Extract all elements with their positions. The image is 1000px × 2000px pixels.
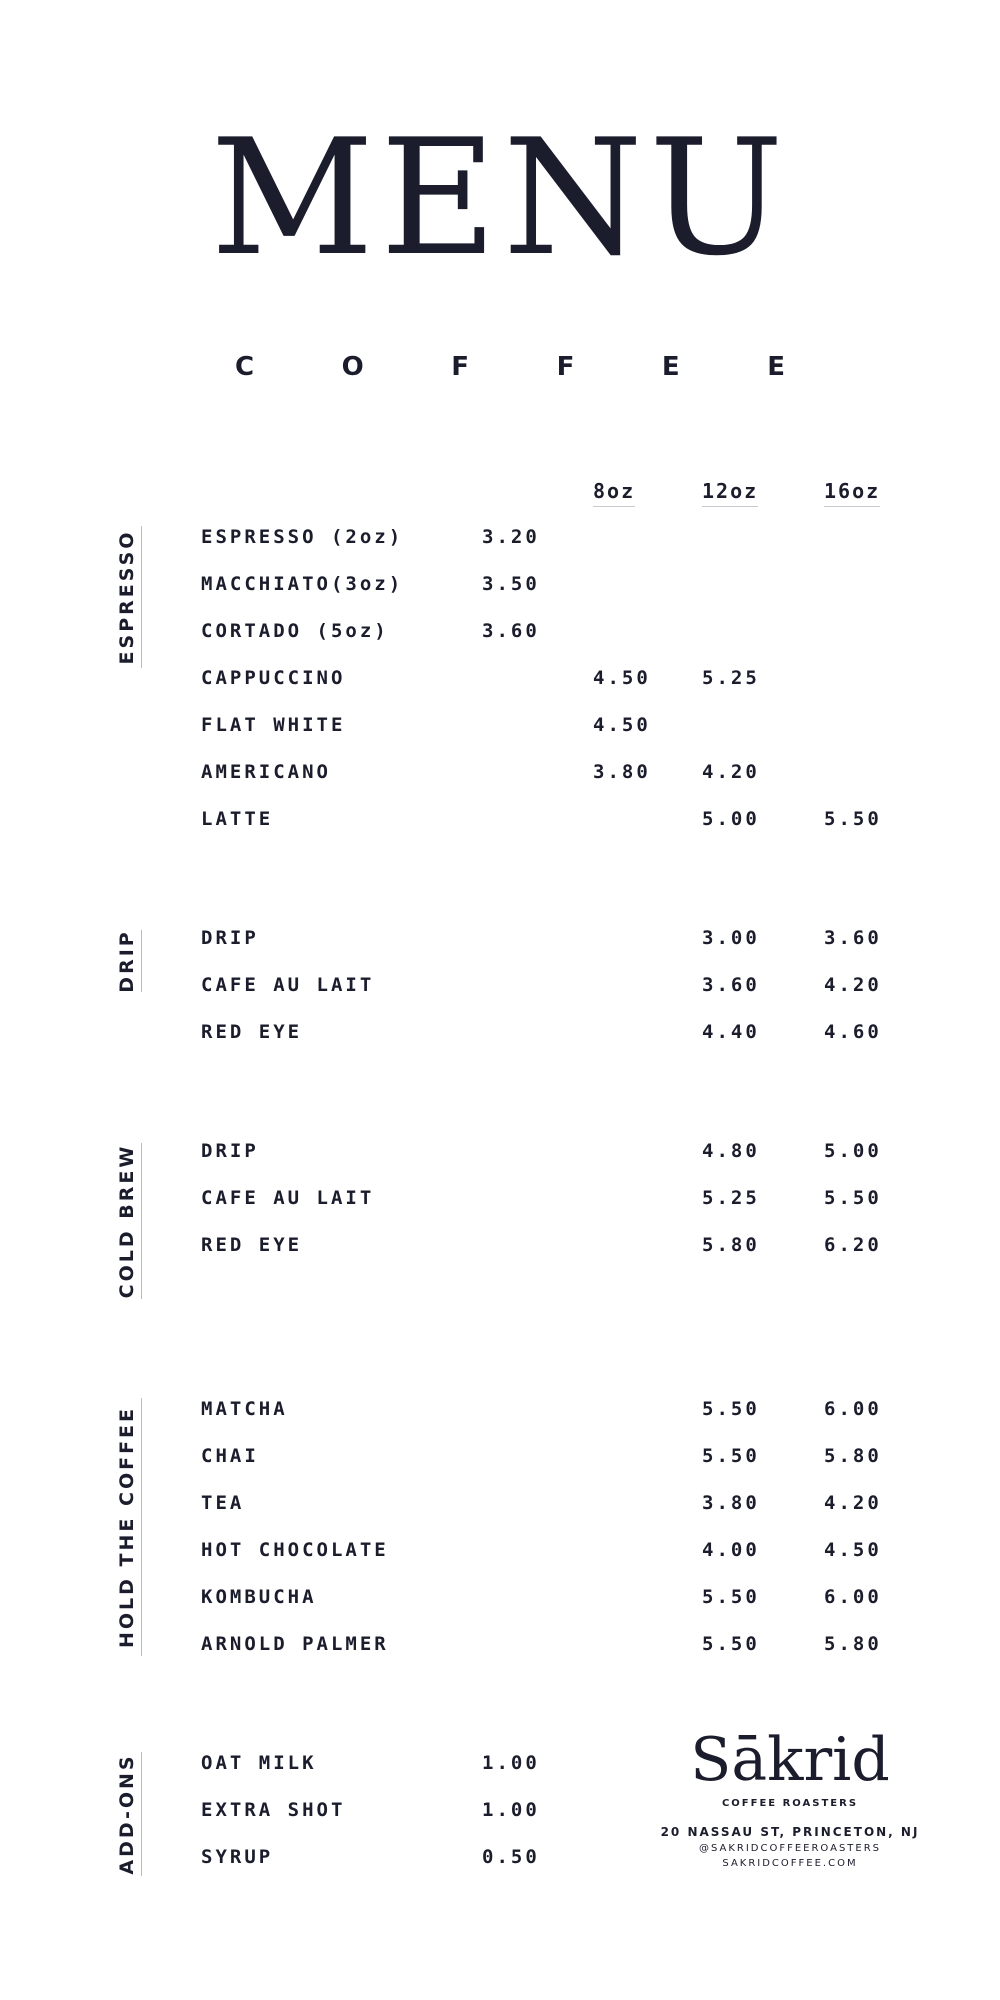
price-8oz: 4.50 xyxy=(593,714,651,736)
price-12oz: 3.80 xyxy=(702,1492,760,1514)
item-name: CAFE AU LAIT xyxy=(201,1187,375,1209)
item-price: 1.00 xyxy=(482,1752,540,1774)
section-label-text: ADD-ONS xyxy=(115,1753,138,1875)
price-12oz: 4.80 xyxy=(702,1140,760,1162)
brand-logo: Sākrid xyxy=(690,1725,890,1795)
brand-tagline: COFFEE ROASTERS xyxy=(721,1798,859,1809)
price-16oz: 5.00 xyxy=(824,1140,882,1162)
item-name: LATTE xyxy=(201,808,274,830)
price-12oz: 4.40 xyxy=(702,1021,760,1043)
item-name: CAFE AU LAIT xyxy=(201,974,375,996)
section-label-text: DRIP xyxy=(115,929,138,993)
item-name: MATCHA xyxy=(201,1398,288,1420)
menu-item-row xyxy=(0,923,1000,953)
price-12oz: 5.50 xyxy=(702,1586,760,1608)
menu-item-row xyxy=(0,757,1000,787)
brand-address: 20 NASSAU ST, PRINCETON, NJ xyxy=(660,1825,920,1839)
price-16oz: 4.20 xyxy=(824,1492,882,1514)
item-name: HOT CHOCOLATE xyxy=(201,1539,389,1561)
section-label-hold-the-coffee xyxy=(112,1398,142,1656)
menu-item-row xyxy=(0,1017,1000,1047)
price-16oz: 6.00 xyxy=(824,1398,882,1420)
menu-item-row xyxy=(0,1183,1000,1213)
price-12oz: 5.50 xyxy=(702,1445,760,1467)
price-16oz: 5.80 xyxy=(824,1445,882,1467)
item-price: 3.50 xyxy=(482,573,540,595)
item-name: CORTADO (5oz) xyxy=(201,620,389,642)
item-price: 0.50 xyxy=(482,1846,540,1868)
item-name: KOMBUCHA xyxy=(201,1586,317,1608)
menu-item-row xyxy=(0,710,1000,740)
size-header-12oz: 12oz xyxy=(702,480,758,507)
section-label-text: COLD BREW xyxy=(115,1143,138,1299)
subtitle-letter: F xyxy=(451,352,470,382)
section-label-cold-brew xyxy=(112,1143,142,1299)
price-16oz: 5.50 xyxy=(824,808,882,830)
menu-item-row xyxy=(0,1136,1000,1166)
menu-item-row xyxy=(0,970,1000,1000)
price-16oz: 4.20 xyxy=(824,974,882,996)
price-12oz: 3.00 xyxy=(702,927,760,949)
item-name: CAPPUCCINO xyxy=(201,667,346,689)
category-subtitle xyxy=(235,352,785,382)
subtitle-letter: C xyxy=(235,352,255,382)
size-header-8oz: 8oz xyxy=(593,480,635,507)
item-name: EXTRA SHOT xyxy=(201,1799,346,1821)
menu-item-row xyxy=(0,663,1000,693)
item-name: DRIP xyxy=(201,1140,259,1162)
item-name: AMERICANO xyxy=(201,761,331,783)
menu-item-row xyxy=(0,1629,1000,1659)
price-12oz: 5.50 xyxy=(702,1633,760,1655)
item-name: ESPRESSO (2oz) xyxy=(201,526,404,548)
menu-item-row xyxy=(0,1394,1000,1424)
price-16oz: 6.00 xyxy=(824,1586,882,1608)
price-12oz: 5.80 xyxy=(702,1234,760,1256)
size-header-16oz: 16oz xyxy=(824,480,880,507)
price-12oz: 4.20 xyxy=(702,761,760,783)
item-price: 3.60 xyxy=(482,620,540,642)
item-name: SYRUP xyxy=(201,1846,274,1868)
section-label-text: HOLD THE COFFEE xyxy=(115,1405,138,1649)
subtitle-letter: F xyxy=(556,352,575,382)
item-name: OAT MILK xyxy=(201,1752,317,1774)
menu-item-row xyxy=(0,1582,1000,1612)
item-name: TEA xyxy=(201,1492,245,1514)
subtitle-letter: E xyxy=(767,352,785,382)
price-12oz: 3.60 xyxy=(702,974,760,996)
price-12oz: 4.00 xyxy=(702,1539,760,1561)
item-name: RED EYE xyxy=(201,1234,303,1256)
item-name: ARNOLD PALMER xyxy=(201,1633,389,1655)
menu-item-row xyxy=(0,1230,1000,1260)
price-12oz: 5.00 xyxy=(702,808,760,830)
item-name: FLAT WHITE xyxy=(201,714,346,736)
price-12oz: 5.25 xyxy=(702,667,760,689)
item-name: RED EYE xyxy=(201,1021,303,1043)
menu-item-row xyxy=(0,569,1000,599)
price-12oz: 5.50 xyxy=(702,1398,760,1420)
menu-item-row xyxy=(0,1488,1000,1518)
menu-title: MENU xyxy=(210,104,790,291)
price-8oz: 4.50 xyxy=(593,667,651,689)
menu-item-row xyxy=(0,804,1000,834)
price-16oz: 5.50 xyxy=(824,1187,882,1209)
item-price: 3.20 xyxy=(482,526,540,548)
item-name: DRIP xyxy=(201,927,259,949)
price-16oz: 6.20 xyxy=(824,1234,882,1256)
brand-website: SAKRIDCOFFEE.COM xyxy=(722,1858,858,1869)
menu-item-row xyxy=(0,1535,1000,1565)
menu-item-row xyxy=(0,616,1000,646)
price-12oz: 5.25 xyxy=(702,1187,760,1209)
price-16oz: 5.80 xyxy=(824,1633,882,1655)
subtitle-letter: E xyxy=(661,352,680,382)
subtitle-letter: O xyxy=(341,352,364,382)
menu-item-row xyxy=(0,1441,1000,1471)
item-name: MACCHIATO(3oz) xyxy=(201,573,404,595)
brand-social-handle: @SAKRIDCOFFEEROASTERS xyxy=(698,1843,882,1854)
menu-item-row xyxy=(0,522,1000,552)
price-16oz: 3.60 xyxy=(824,927,882,949)
price-16oz: 4.60 xyxy=(824,1021,882,1043)
item-price: 1.00 xyxy=(482,1799,540,1821)
item-name: CHAI xyxy=(201,1445,259,1467)
price-8oz: 3.80 xyxy=(593,761,651,783)
price-16oz: 4.50 xyxy=(824,1539,882,1561)
section-label-text: ESPRESSO xyxy=(115,529,138,665)
brand-block xyxy=(650,1725,930,1869)
